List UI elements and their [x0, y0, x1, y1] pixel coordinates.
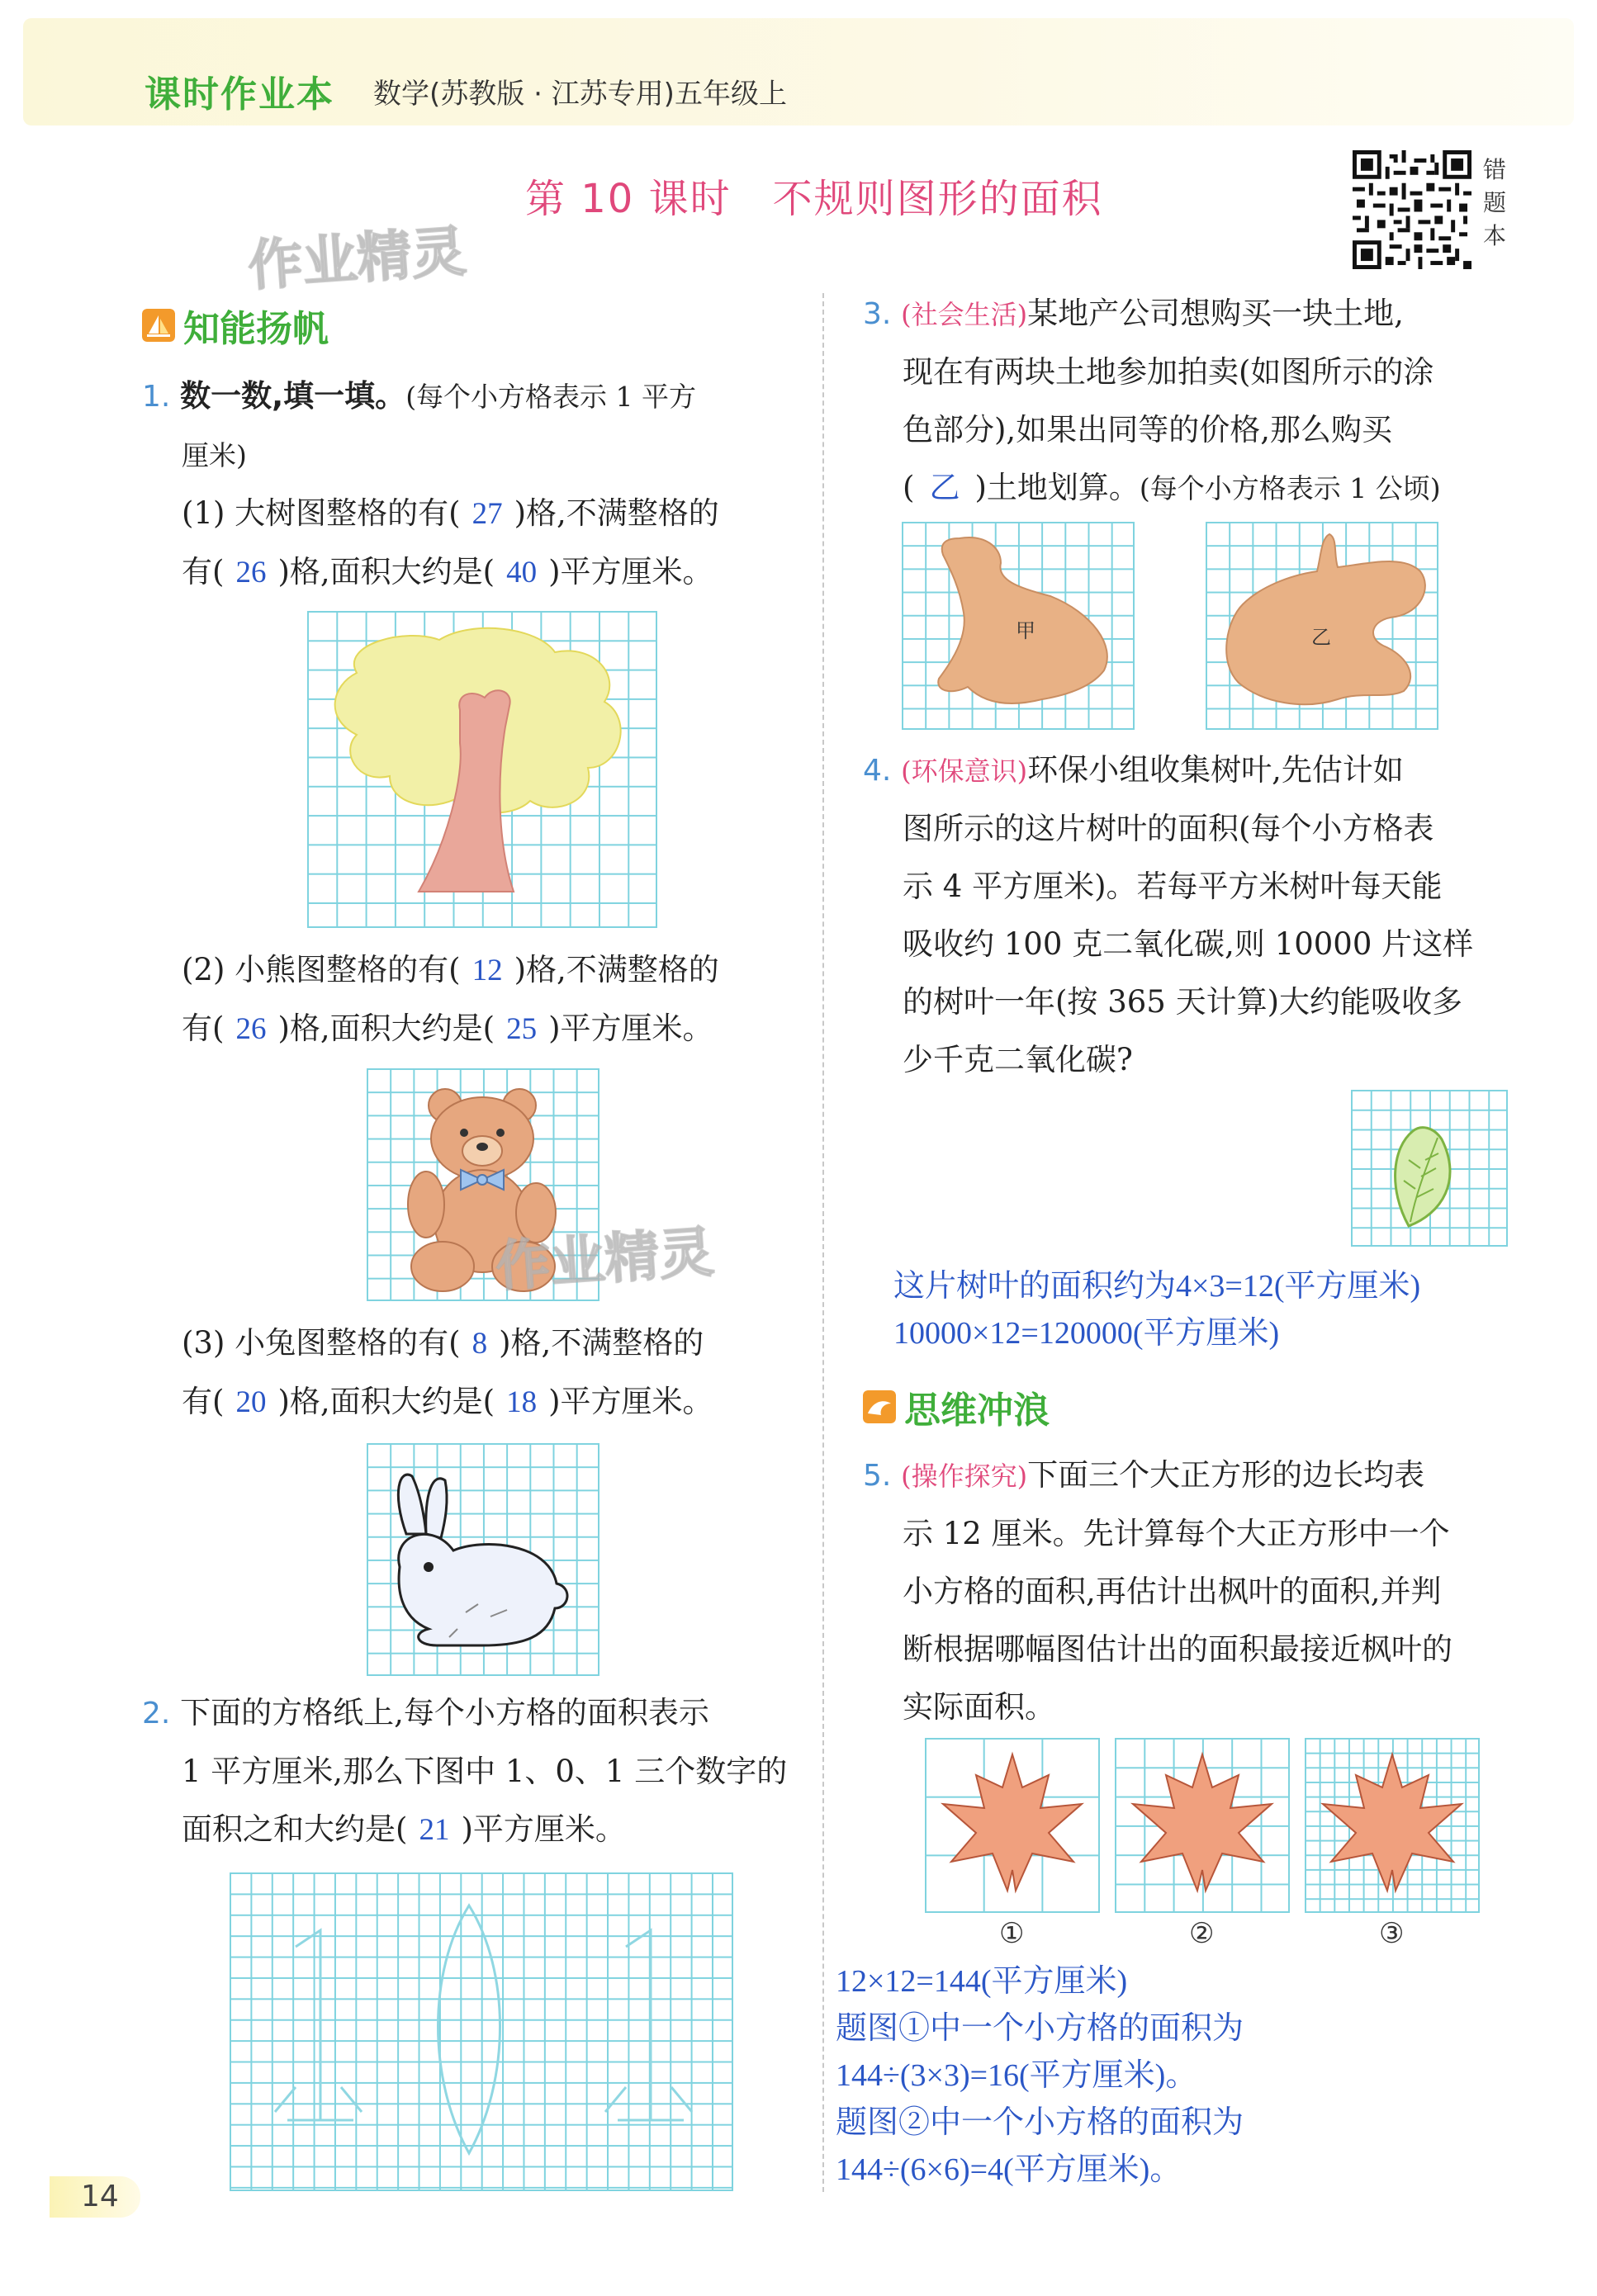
question-note: 厘米) — [182, 439, 247, 471]
question-line: 1 平方厘米,那么下图中 1、0、1 三个数字的 — [182, 1754, 788, 1789]
question-line: )土地划算。 — [974, 470, 1140, 505]
q5-text — [863, 1446, 1524, 1736]
question-line: 断根据哪幅图估计出的面积最接近枫叶的 — [903, 1631, 1452, 1667]
question-line: 少千克二氧化碳? — [903, 1042, 1133, 1077]
part-text: 有( — [182, 1011, 225, 1046]
land-a-figure — [902, 522, 1135, 730]
question-note: (每个小方格表示 1 公顷) — [1139, 472, 1441, 504]
maple-grid-2 — [1115, 1738, 1290, 1913]
question-line: 某地产公司想购买一块土地, — [1027, 296, 1404, 331]
handwritten-answer: 这片树叶的面积约为4×3=12(平方厘米) — [893, 1269, 1421, 1304]
maple-leaf-1 — [925, 1738, 1100, 1913]
answer-value: 12 — [472, 954, 503, 987]
question-number: 5. — [863, 1459, 892, 1493]
qr-code-icon[interactable] — [1353, 150, 1471, 269]
q4-answer — [893, 1263, 1420, 1357]
rabbit-figure — [367, 1443, 599, 1676]
answer-value: 18 — [506, 1385, 538, 1419]
part-text: )平方厘米。 — [548, 554, 713, 589]
question-number: 4. — [863, 754, 892, 788]
q1-text — [142, 367, 803, 602]
part-text: )平方厘米。 — [548, 1384, 713, 1419]
question-number: 1. — [142, 380, 171, 414]
answer-value: 26 — [235, 1012, 267, 1046]
question-line: 面积之和大约是( — [182, 1811, 408, 1847]
part-text: 有( — [182, 1384, 225, 1419]
qr-label-char: 本 — [1482, 222, 1506, 249]
page-number: 14 — [81, 2180, 119, 2213]
section-title: 知能扬帆 — [183, 308, 329, 350]
question-line: 色部分),如果出同等的价格,那么购买 — [903, 412, 1392, 447]
part-text: )格,不满整格的 — [514, 952, 719, 987]
maple-grid-1 — [925, 1738, 1100, 1913]
figure-label-3: ③ — [1379, 1917, 1405, 1950]
land-b-label: 乙 — [1311, 626, 1331, 649]
land-b-grid — [1206, 522, 1438, 730]
question-line: 现在有两块土地参加拍卖(如图所示的涂 — [903, 354, 1434, 390]
answer-value: 21 — [419, 1813, 450, 1847]
handwritten-answer: 题图①中一个小方格的面积为 — [836, 2011, 1244, 2046]
handwritten-answer: 144÷(3×3)=16(平方厘米)。 — [836, 2058, 1197, 2093]
part-text: )格,面积大约是( — [277, 554, 495, 589]
question-tag: (社会生活) — [901, 299, 1028, 330]
part-text: (3) 小兔图整格的有( — [182, 1325, 461, 1361]
question-line: 吸收约 100 克二氧化碳,则 10000 片这样 — [903, 926, 1474, 962]
figure-label-2: ② — [1189, 1917, 1215, 1950]
answer-value: 26 — [235, 556, 267, 589]
watermark: 作业精灵 — [246, 219, 468, 299]
qr-label-char: 题 — [1482, 189, 1506, 216]
answer-value: 40 — [506, 556, 538, 589]
lesson-title: 第 10 课时 不规则图形的面积 — [525, 176, 1103, 222]
sail-icon — [142, 309, 175, 342]
part-text: )格,面积大约是( — [277, 1384, 495, 1419]
question-tag: (操作探究) — [901, 1460, 1028, 1492]
question-line: )平方厘米。 — [461, 1811, 626, 1847]
q4-text — [863, 741, 1524, 1089]
answer-value: 20 — [235, 1385, 267, 1419]
qr-label-char: 错 — [1482, 156, 1506, 183]
part-text: )平方厘米。 — [548, 1011, 713, 1046]
answer-value: 27 — [472, 497, 503, 531]
part-text: )格,面积大约是( — [277, 1011, 495, 1046]
handwritten-answer: 题图②中一个小方格的面积为 — [836, 2105, 1244, 2140]
leaf-figure — [1351, 1090, 1508, 1247]
figure-label-1: ① — [999, 1917, 1025, 1950]
part-text: (2) 小熊图整格的有( — [182, 952, 461, 987]
answer-value: 8 — [472, 1327, 488, 1361]
question-tag: (环保意识) — [901, 755, 1028, 787]
q1-part2 — [182, 941, 809, 1058]
handwritten-answer: 12×12=144(平方厘米) — [836, 1964, 1128, 1999]
maple-leaf-3 — [1305, 1738, 1480, 1913]
question-line: 图所示的这片树叶的面积(每个小方格表 — [903, 811, 1434, 846]
watermark: 作业精灵 — [494, 1219, 716, 1299]
digits-figure — [230, 1872, 733, 2191]
question-line: 的树叶一年(按 365 天计算)大约能吸收多 — [903, 984, 1463, 1020]
part-text: (1) 大树图整格的有( — [182, 495, 461, 531]
question-line: 示 4 平方厘米)。若每平方米树叶每天能 — [903, 869, 1443, 904]
part-text: 有( — [182, 554, 225, 589]
leaf-grid — [1351, 1090, 1508, 1247]
handwritten-answer: 10000×12=120000(平方厘米) — [893, 1316, 1280, 1351]
subject-line: 数学(苏教版 · 江苏专用)五年级上 — [373, 78, 787, 111]
question-title: 数一数,填一填。 — [180, 378, 406, 414]
q2-text — [142, 1684, 803, 1859]
maple-leaf-2 — [1115, 1738, 1290, 1913]
question-line: 环保小组收集树叶,先估计如 — [1027, 752, 1404, 788]
tree-grid — [307, 611, 657, 928]
answer-value: 25 — [506, 1012, 538, 1046]
q1-part3 — [182, 1314, 809, 1432]
q3-text — [863, 285, 1524, 518]
land-b-figure — [1206, 522, 1438, 730]
question-number: 2. — [142, 1697, 171, 1730]
question-line: 小方格的面积,再估计出枫叶的面积,并判 — [903, 1574, 1442, 1609]
brand-title: 课时作业本 — [145, 73, 334, 116]
question-number: 3. — [863, 297, 892, 331]
land-a-label: 甲 — [1016, 619, 1035, 642]
rabbit-grid — [367, 1443, 599, 1676]
land-a-grid — [902, 522, 1135, 730]
tree-figure — [307, 611, 657, 928]
section-title: 思维冲浪 — [904, 1389, 1050, 1432]
section-head-2 — [863, 1380, 1050, 1433]
wave-icon — [863, 1390, 896, 1423]
section-head-1 — [142, 299, 329, 352]
part-text: )格,不满整格的 — [514, 495, 719, 531]
question-line: ( — [903, 470, 915, 505]
handwritten-answer: 144÷(6×6)=4(平方厘米)。 — [836, 2152, 1182, 2187]
question-line: 实际面积。 — [903, 1689, 1055, 1725]
q5-answer — [836, 1958, 1244, 2194]
maple-grid-3 — [1305, 1738, 1480, 1913]
part-text: )格,不满整格的 — [499, 1325, 704, 1361]
question-line: 下面的方格纸上,每个小方格的面积表示 — [180, 1695, 709, 1730]
question-note: (每个小方格表示 1 平方 — [405, 381, 697, 413]
column-divider — [822, 293, 824, 2192]
question-line: 示 12 厘米。先计算每个大正方形中一个 — [903, 1516, 1450, 1551]
digits-grid — [230, 1872, 733, 2191]
qr-label — [1480, 154, 1509, 253]
question-line: 下面三个大正方形的边长均表 — [1027, 1457, 1425, 1493]
answer-value: 乙 — [929, 471, 960, 505]
